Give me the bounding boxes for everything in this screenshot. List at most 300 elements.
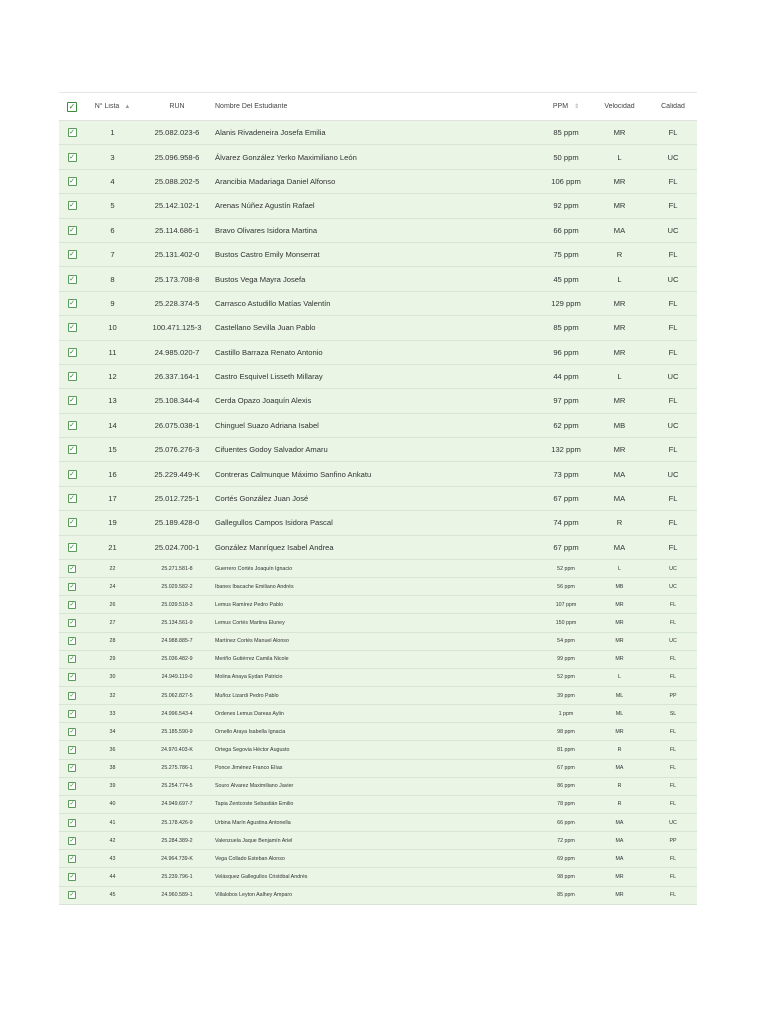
run-cell: 25.178.426-9 — [161, 819, 193, 826]
row-select-cell — [59, 323, 85, 332]
velocidad-cell: MA — [613, 494, 626, 504]
velocidad-cell: L — [618, 674, 621, 681]
table-row[interactable] — [59, 389, 697, 413]
list-number: 9 — [110, 298, 115, 308]
ppm-cell: 98 ppm — [557, 728, 575, 735]
checkmark-icon: ✓ — [69, 226, 75, 234]
row-checkbox[interactable] — [68, 445, 77, 454]
student-name: Contreras Calmunque Máximo Sanfino Ankatu — [215, 469, 372, 479]
calidad-cell: FL — [668, 323, 678, 333]
ppm-cell: 98 ppm — [557, 873, 575, 880]
student-name: Meriño Gutiérrez Camila Nicole — [215, 656, 289, 663]
row-checkbox[interactable] — [68, 619, 76, 627]
list-number: 12 — [108, 372, 117, 382]
row-select-cell — [59, 250, 85, 259]
velocidad-cell: MR — [613, 128, 626, 138]
select-all-checkbox[interactable] — [67, 102, 77, 112]
table-row[interactable] — [59, 267, 697, 291]
table-row[interactable] — [59, 560, 697, 578]
checkmark-icon: ✓ — [69, 783, 75, 790]
checkmark-icon: ✓ — [69, 202, 75, 210]
row-checkbox[interactable] — [68, 728, 76, 736]
calidad-cell: UC — [669, 583, 677, 590]
run-cell: 25.039.518-3 — [161, 601, 193, 608]
calidad-cell: FL — [669, 728, 677, 735]
checkmark-icon: ✓ — [69, 153, 75, 161]
row-select-cell — [59, 837, 85, 845]
student-name: Lemus Cortés Martina Eluney — [215, 620, 285, 627]
velocidad-cell: MA — [613, 225, 626, 235]
list-number: 4 — [110, 176, 115, 186]
calidad-cell: FL — [669, 674, 677, 681]
row-select-cell — [59, 637, 85, 645]
row-select-cell — [59, 226, 85, 235]
table-row[interactable] — [59, 596, 697, 614]
table-row[interactable] — [59, 292, 697, 316]
list-number: 29 — [109, 656, 116, 663]
list-number: 34 — [109, 728, 116, 735]
row-checkbox[interactable] — [68, 348, 77, 357]
student-name: Villalobos Leyton Aalhey Amparo — [215, 892, 293, 899]
ppm-cell: 99 ppm — [557, 656, 575, 663]
run-cell: 26.075.038-1 — [154, 420, 200, 430]
checkmark-icon: ✓ — [69, 373, 75, 381]
student-name: Vega Collado Esteban Alonso — [215, 855, 285, 862]
row-select-cell — [59, 655, 85, 663]
ppm-cell: 75 ppm — [553, 250, 579, 260]
row-select-cell — [59, 673, 85, 681]
list-number: 17 — [108, 494, 117, 504]
row-select-cell — [59, 855, 85, 863]
header-nombre[interactable]: Nombre Del Estudiante — [215, 103, 288, 110]
velocidad-cell: MR — [615, 601, 624, 608]
run-cell: 24.996.543-4 — [161, 710, 193, 717]
table-row[interactable] — [59, 578, 697, 596]
velocidad-cell: MR — [613, 176, 626, 186]
table-row[interactable] — [59, 341, 697, 365]
velocidad-cell: R — [616, 518, 623, 528]
row-checkbox[interactable] — [68, 153, 77, 162]
row-checkbox[interactable] — [68, 637, 76, 645]
list-number: 30 — [109, 674, 116, 681]
ppm-cell: 74 ppm — [553, 518, 579, 528]
table-row[interactable] — [59, 651, 697, 669]
velocidad-cell: R — [617, 801, 622, 808]
list-number: 42 — [109, 837, 116, 844]
run-cell: 25.036.482-9 — [161, 656, 193, 663]
row-select-cell — [59, 396, 85, 405]
row-select-cell — [59, 782, 85, 790]
calidad-cell: FL — [668, 201, 678, 211]
checkmark-icon: ✓ — [69, 728, 75, 735]
table-row[interactable] — [59, 669, 697, 687]
row-select-cell — [59, 299, 85, 308]
table-row[interactable] — [59, 614, 697, 632]
table-row[interactable] — [59, 814, 697, 832]
velocidad-cell: L — [617, 152, 622, 162]
checkmark-icon: ✓ — [69, 837, 75, 844]
table-row[interactable] — [59, 687, 697, 705]
student-name: Ibanes Ibacache Emiliano Andrés — [215, 583, 294, 590]
student-name: Gallegullos Campos Isidora Pascal — [215, 518, 333, 528]
row-checkbox[interactable] — [68, 855, 76, 863]
row-checkbox[interactable] — [68, 565, 76, 573]
student-name: Bravo Olivares Isidora Martina — [215, 225, 318, 235]
checkmark-icon: ✓ — [69, 275, 75, 283]
run-cell: 24.949.697-7 — [161, 801, 193, 808]
list-number: 1 — [110, 128, 115, 138]
calidad-cell: FL — [668, 176, 678, 186]
student-name: Cifuentes Godoy Salvador Amaru — [215, 445, 328, 455]
row-checkbox[interactable] — [68, 470, 77, 479]
run-cell: 24.988.885-7 — [161, 638, 193, 645]
table-row[interactable] — [59, 760, 697, 778]
table-row[interactable] — [59, 219, 697, 243]
velocidad-cell: MR — [613, 323, 626, 333]
student-name: Valenzuela Jaque Benjamín Ariel — [215, 837, 293, 844]
table-row[interactable] — [59, 850, 697, 868]
student-name: Urbina Marín Agustina Antonella — [215, 819, 291, 826]
ppm-cell: 66 ppm — [557, 819, 575, 826]
calidad-cell: UC — [669, 638, 677, 645]
student-name: Ornello Araya Isabella Ignacia — [215, 728, 286, 735]
row-checkbox[interactable] — [68, 764, 76, 772]
sort-up-icon[interactable]: ▲ — [124, 104, 131, 110]
run-cell: 24.985.020-7 — [154, 347, 200, 357]
run-cell: 25.275.786-1 — [161, 765, 193, 772]
ppm-cell: 72 ppm — [557, 837, 575, 844]
run-cell: 25.189.428-0 — [154, 518, 200, 528]
row-select-cell — [59, 494, 85, 503]
calidad-cell: FL — [668, 298, 678, 308]
row-checkbox[interactable] — [68, 746, 76, 754]
velocidad-cell: MA — [613, 469, 626, 479]
list-number: 10 — [108, 323, 117, 333]
row-checkbox[interactable] — [68, 396, 77, 405]
student-name: Souro Álvarez Maximiliano Javier — [215, 783, 294, 790]
row-checkbox[interactable] — [68, 518, 77, 527]
ppm-cell: 67 ppm — [557, 765, 575, 772]
table-row[interactable] — [59, 194, 697, 218]
row-checkbox[interactable] — [68, 299, 77, 308]
row-select-cell — [59, 565, 85, 573]
table-row[interactable] — [59, 723, 697, 741]
calidad-cell: FL — [669, 892, 677, 899]
velocidad-cell: L — [618, 565, 621, 572]
checkmark-icon: ✓ — [69, 765, 75, 772]
student-name: González Manríquez Isabel Andrea — [215, 542, 334, 552]
row-select-cell — [59, 583, 85, 591]
row-select-cell — [59, 153, 85, 162]
ppm-cell: 73 ppm — [553, 469, 579, 479]
table-row[interactable] — [59, 705, 697, 723]
row-checkbox[interactable] — [68, 323, 77, 332]
table-row[interactable] — [59, 778, 697, 796]
list-number: 13 — [108, 396, 117, 406]
calidad-cell: FL — [669, 801, 677, 808]
calidad-cell: FL — [668, 494, 678, 504]
checkmark-icon: ✓ — [69, 543, 75, 551]
checkmark-icon: ✓ — [69, 446, 75, 454]
row-checkbox[interactable] — [68, 201, 77, 210]
row-checkbox[interactable] — [68, 655, 76, 663]
run-cell: 25.076.276-3 — [154, 445, 200, 455]
calidad-cell: FL — [669, 601, 677, 608]
checkmark-icon: ✓ — [69, 873, 75, 880]
ppm-cell: 81 ppm — [557, 747, 575, 753]
velocidad-cell: MA — [613, 542, 626, 552]
checkmark-icon: ✓ — [69, 583, 75, 590]
row-checkbox[interactable] — [68, 372, 77, 381]
run-cell: 25.131.402-0 — [154, 250, 200, 260]
student-name: Velásquez Gallegullos Cristóbal Andrés — [215, 873, 308, 880]
run-cell: 24.949.119-0 — [161, 674, 193, 681]
table-header — [59, 93, 697, 121]
row-checkbox[interactable] — [68, 692, 76, 700]
row-checkbox[interactable] — [68, 226, 77, 235]
table-row[interactable] — [59, 868, 697, 886]
ppm-cell: 67 ppm — [553, 542, 579, 552]
row-select-cell — [59, 201, 85, 210]
row-select-cell — [59, 710, 85, 718]
row-checkbox[interactable] — [68, 494, 77, 503]
row-select-cell — [59, 692, 85, 700]
list-number: 11 — [108, 347, 117, 357]
velocidad-cell: MA — [615, 837, 624, 844]
student-name: Arancibia Madariaga Daniel Alfonso — [215, 176, 336, 186]
table-row[interactable] — [59, 741, 697, 759]
list-number: 5 — [110, 201, 115, 211]
ppm-cell: 50 ppm — [553, 152, 579, 162]
run-cell: 25.228.374-5 — [154, 298, 200, 308]
checkmark-icon: ✓ — [69, 177, 75, 185]
table-row[interactable] — [59, 796, 697, 814]
row-checkbox[interactable] — [68, 837, 76, 845]
table-row[interactable] — [59, 887, 697, 905]
table-row[interactable] — [59, 511, 697, 535]
ppm-cell: 85 ppm — [553, 128, 579, 138]
calidad-cell: UC — [667, 274, 679, 284]
run-cell: 24.964.739-K — [161, 855, 193, 862]
list-number: 19 — [108, 518, 117, 528]
table-row[interactable] — [59, 243, 697, 267]
list-number: 36 — [109, 747, 116, 753]
row-select-cell — [59, 891, 85, 899]
calidad-cell: FL — [668, 250, 678, 260]
velocidad-cell: MB — [613, 420, 626, 430]
run-cell: 25.271.581-8 — [161, 565, 193, 572]
list-number: 26 — [109, 601, 116, 608]
ppm-cell: 85 ppm — [557, 892, 575, 899]
row-checkbox[interactable] — [68, 819, 76, 827]
checkmark-icon: ✓ — [69, 801, 75, 808]
row-checkbox[interactable] — [68, 782, 76, 790]
student-name: Bustos Vega Mayra Josefa — [215, 274, 306, 284]
row-select-cell — [59, 819, 85, 827]
row-select-cell — [59, 518, 85, 527]
ppm-cell: 85 ppm — [553, 323, 579, 333]
calidad-cell: FL — [669, 855, 677, 862]
checkmark-icon: ✓ — [69, 324, 75, 332]
header-lista[interactable] — [85, 103, 140, 110]
student-name: Molina Anaya Eydan Patricio — [215, 674, 283, 681]
calidad-cell: UC — [669, 565, 677, 572]
checkmark-icon: ✓ — [69, 129, 75, 137]
run-cell: 25.284.389-2 — [161, 837, 193, 844]
table-row[interactable] — [59, 832, 697, 850]
checkmark-icon: ✓ — [69, 299, 75, 307]
row-checkbox[interactable] — [68, 601, 76, 609]
calidad-cell: FL — [669, 656, 677, 663]
table-row[interactable] — [59, 487, 697, 511]
checkmark-icon: ✓ — [69, 495, 75, 503]
ppm-cell: 106 ppm — [551, 176, 581, 186]
checkmark-icon: ✓ — [68, 101, 76, 111]
student-name: Bustos Castro Emily Monserrat — [215, 250, 320, 260]
table-row[interactable] — [59, 145, 697, 169]
list-number: 14 — [108, 420, 117, 430]
velocidad-cell: MA — [615, 855, 624, 862]
velocidad-cell: MR — [613, 201, 626, 211]
calidad-cell: FL — [669, 873, 677, 880]
table-row[interactable] — [59, 633, 697, 651]
table-row[interactable] — [59, 365, 697, 389]
student-name: Martínez Cortés Manuel Alonso — [215, 638, 289, 645]
ppm-cell: 45 ppm — [553, 274, 579, 284]
run-cell: 25.024.700-1 — [154, 542, 200, 552]
calidad-cell: UC — [667, 420, 679, 430]
calidad-cell: FL — [669, 747, 677, 753]
student-name: Chinguel Suazo Adriana Isabel — [215, 420, 319, 430]
calidad-cell: UC — [667, 152, 679, 162]
checkmark-icon: ✓ — [69, 601, 75, 608]
calidad-cell: FL — [668, 347, 678, 357]
list-number: 7 — [110, 250, 115, 260]
row-select-cell — [59, 445, 85, 454]
checkmark-icon: ✓ — [69, 638, 75, 645]
header-calidad[interactable]: Calidad — [661, 103, 685, 110]
row-checkbox[interactable] — [68, 673, 76, 681]
list-number: 44 — [109, 873, 116, 880]
checkmark-icon: ✓ — [69, 855, 75, 862]
table-row[interactable] — [59, 316, 697, 340]
calidad-cell: PP — [669, 837, 677, 844]
calidad-cell: UC — [667, 372, 679, 382]
row-checkbox[interactable] — [68, 873, 76, 881]
run-cell: 24.960.589-1 — [161, 892, 193, 899]
ppm-cell: 66 ppm — [553, 225, 579, 235]
run-cell: 25.173.708-8 — [154, 274, 200, 284]
sort-updown-icon[interactable]: ⇕ — [574, 104, 580, 110]
velocidad-cell: R — [616, 250, 623, 260]
calidad-cell: FL — [668, 518, 678, 528]
table-row[interactable] — [59, 536, 697, 560]
table-row[interactable] — [59, 170, 697, 194]
calidad-cell: UC — [667, 469, 679, 479]
checkmark-icon: ✓ — [69, 692, 75, 699]
student-name: Cerda Opazo Joaquín Alexis — [215, 396, 312, 406]
ppm-cell: 39 ppm — [557, 692, 575, 699]
run-cell: 25.108.344-4 — [154, 396, 200, 406]
header-run[interactable]: RUN — [169, 103, 185, 110]
checkmark-icon: ✓ — [69, 674, 75, 681]
checkmark-icon: ✓ — [69, 421, 75, 429]
list-number: 24 — [109, 583, 116, 590]
run-cell: 25.185.590-9 — [161, 728, 193, 735]
list-number: 6 — [110, 225, 115, 235]
row-checkbox[interactable] — [68, 800, 76, 808]
ppm-cell: 150 ppm — [555, 620, 577, 627]
row-select-cell — [59, 177, 85, 186]
run-cell: 25.239.796-1 — [161, 873, 193, 880]
list-number: 38 — [109, 765, 116, 772]
checkmark-icon: ✓ — [69, 620, 75, 627]
table-row[interactable] — [59, 414, 697, 438]
ppm-cell: 69 ppm — [557, 855, 575, 862]
ppm-cell: 62 ppm — [553, 420, 579, 430]
header-ppm[interactable] — [542, 103, 590, 110]
ppm-cell: 107 ppm — [555, 601, 577, 608]
ppm-cell: 44 ppm — [553, 372, 579, 382]
velocidad-cell: MR — [613, 445, 626, 455]
row-checkbox[interactable] — [68, 421, 77, 430]
ppm-cell: 54 ppm — [557, 638, 575, 645]
table-row[interactable] — [59, 121, 697, 145]
header-velocidad[interactable]: Velocidad — [604, 103, 635, 110]
run-cell: 25.062.827-5 — [161, 692, 193, 699]
ppm-cell: 129 ppm — [551, 298, 581, 308]
row-checkbox[interactable] — [68, 128, 77, 137]
list-number: 16 — [108, 469, 117, 479]
velocidad-cell: R — [617, 747, 622, 753]
student-name: Muñoz Lizardi Pedro Pablo — [215, 692, 279, 699]
row-checkbox[interactable] — [68, 583, 76, 591]
velocidad-cell: R — [617, 783, 622, 790]
velocidad-cell: MR — [615, 620, 624, 627]
run-cell: 26.337.164-1 — [154, 372, 200, 382]
table-row[interactable] — [59, 462, 697, 486]
row-checkbox[interactable] — [68, 891, 76, 899]
header-lista-label: N° Lista — [94, 103, 120, 110]
row-checkbox[interactable] — [68, 275, 77, 284]
ppm-cell: 1 ppm — [558, 710, 574, 717]
row-select-cell — [59, 275, 85, 284]
student-name: Carrasco Astudillo Matías Valentín — [215, 298, 331, 308]
velocidad-cell: MR — [613, 347, 626, 357]
row-checkbox[interactable] — [68, 250, 77, 259]
row-checkbox[interactable] — [68, 177, 77, 186]
row-select-cell — [59, 421, 85, 430]
row-checkbox[interactable] — [68, 710, 76, 718]
row-checkbox[interactable] — [68, 543, 77, 552]
calidad-cell: FL — [669, 765, 677, 772]
list-number: 28 — [109, 638, 116, 645]
calidad-cell: FL — [668, 542, 678, 552]
run-cell: 24.970.403-K — [161, 747, 193, 753]
calidad-cell: FL — [669, 783, 677, 790]
checkmark-icon: ✓ — [69, 710, 75, 717]
student-name: Castellano Sevilla Juan Pablo — [215, 323, 316, 333]
ppm-cell: 97 ppm — [553, 396, 579, 406]
velocidad-cell: MB — [615, 583, 624, 590]
students-table — [59, 92, 697, 905]
list-number: 15 — [108, 445, 117, 455]
velocidad-cell: L — [617, 372, 622, 382]
ppm-cell: 92 ppm — [553, 201, 579, 211]
checkmark-icon: ✓ — [69, 892, 75, 899]
list-number: 40 — [109, 801, 116, 808]
table-row[interactable] — [59, 438, 697, 462]
